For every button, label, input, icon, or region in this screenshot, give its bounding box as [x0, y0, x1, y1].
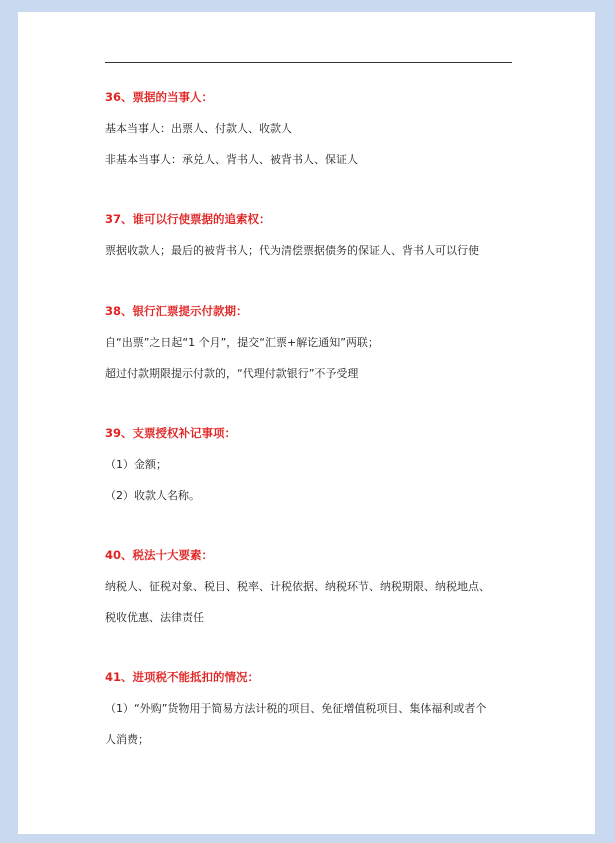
section-line: 人消费；: [105, 733, 149, 746]
document-page: [18, 12, 595, 834]
section-line: 纳税人、征税对象、税目、税率、计税依据、纳税环节、纳税期限、纳税地点、: [105, 580, 490, 593]
section-heading: 39、支票授权补记事项：: [105, 426, 237, 440]
section-line: 票据收款人；最后的被背书人；代为清偿票据债务的保证人、背书人可以行使: [105, 244, 479, 257]
section-line: （1）金额；: [105, 458, 167, 471]
top-divider: [105, 62, 512, 63]
section-41: [105, 668, 486, 749]
section-40: [105, 546, 490, 627]
section-line: 自“出票”之日起“1 个月”，提交“汇票+解讫通知”两联；: [105, 336, 379, 349]
section-heading: 38、银行汇票提示付款期：: [105, 304, 248, 318]
section-line: 非基本当事人：承兑人、背书人、被背书人、保证人: [105, 153, 358, 166]
section-line: （1）“外购”货物用于简易方法计税的项目、免征增值税项目、集体福利或者个: [105, 702, 487, 715]
section-heading: 36、票据的当事人：: [105, 90, 214, 104]
section-38: [105, 302, 379, 383]
section-line: 基本当事人：出票人、付款人、收款人: [105, 122, 292, 135]
section-heading: 40、税法十大要素：: [105, 548, 214, 562]
section-heading: 41、进项税不能抵扣的情况：: [105, 670, 260, 684]
section-line: 超过付款期限提示付款的，“代理付款银行”不予受理: [105, 367, 359, 380]
section-line: （2）收款人名称。: [105, 489, 200, 502]
section-line: 税收优惠、法律责任: [105, 611, 204, 624]
section-heading: 37、谁可以行使票据的追索权：: [105, 212, 271, 226]
section-39: [105, 424, 236, 505]
section-36: [105, 88, 358, 169]
section-37: [105, 210, 479, 260]
